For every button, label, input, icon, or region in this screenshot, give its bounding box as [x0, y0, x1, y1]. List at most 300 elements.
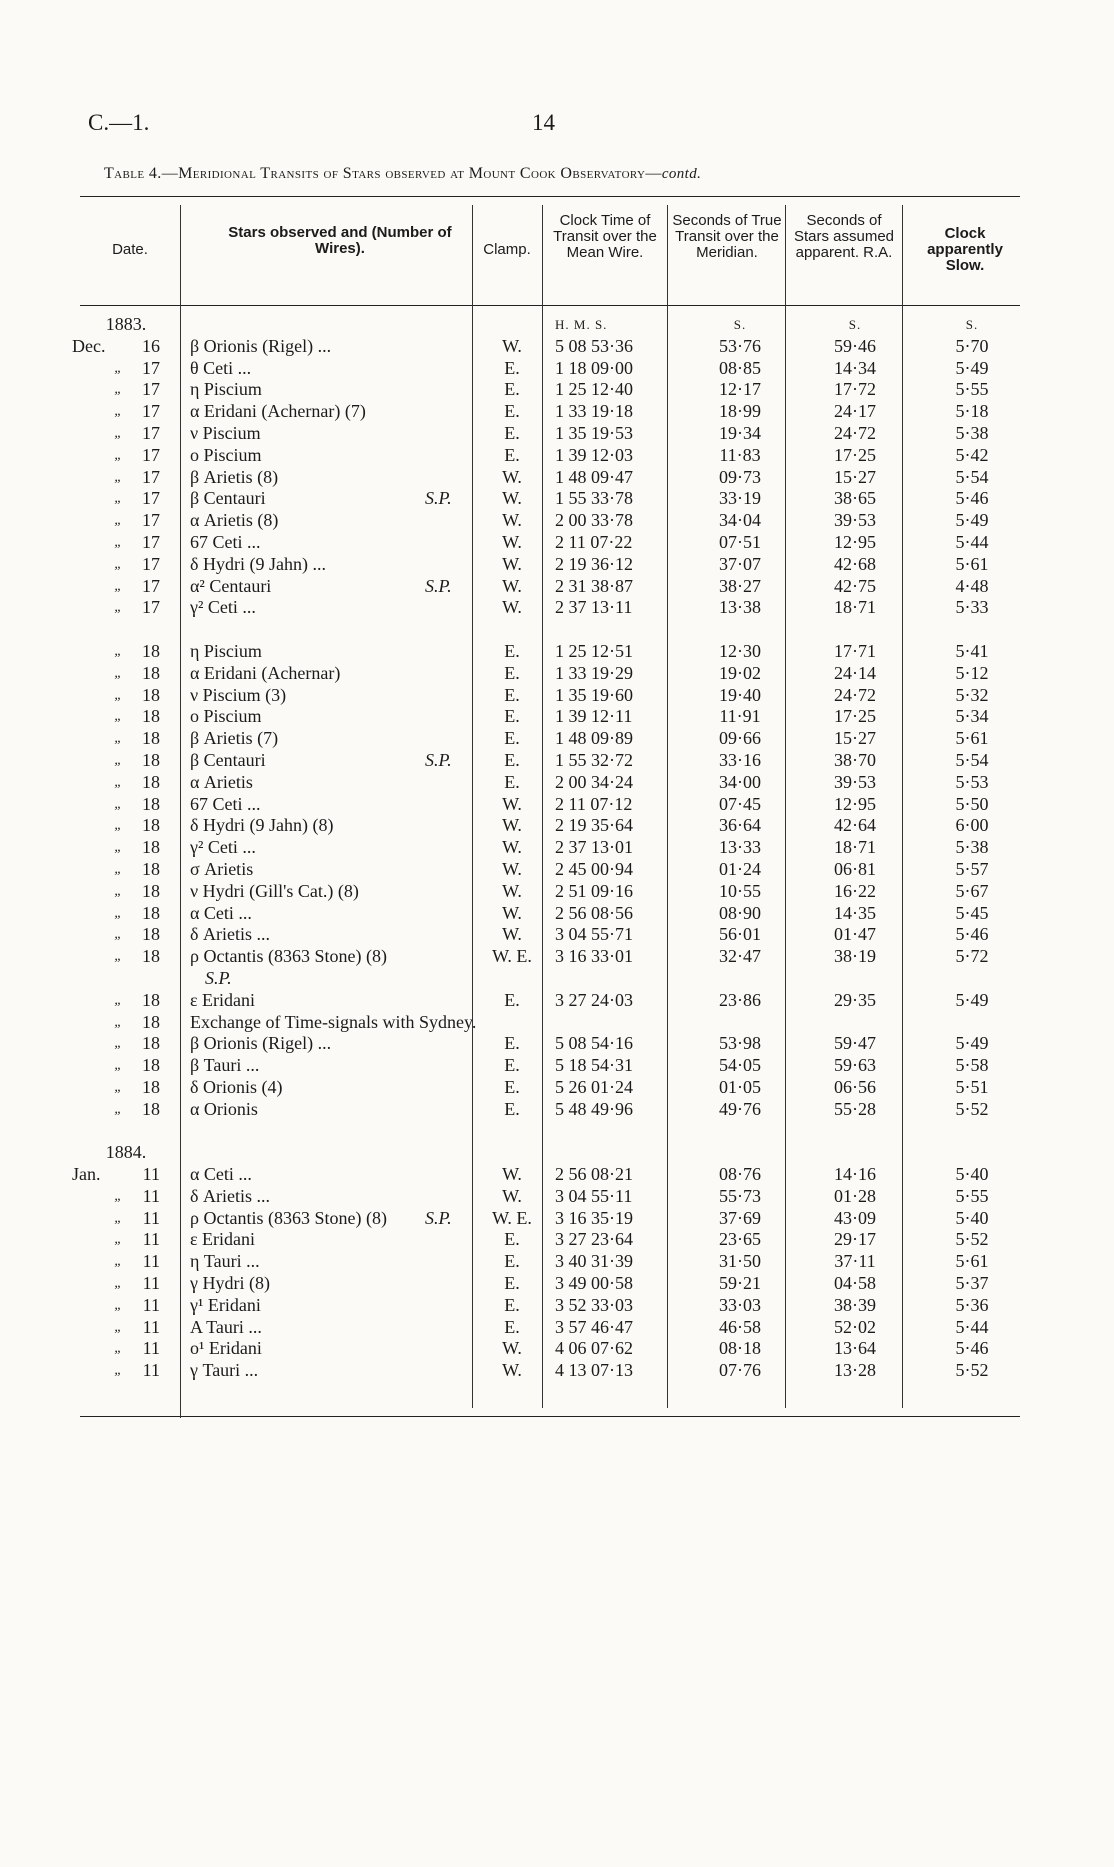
clamp-position: E.	[504, 1251, 520, 1272]
year-row	[0, 1142, 1114, 1164]
clock-slow-value: 5·58	[955, 1055, 989, 1076]
clock-slow-value: 5·61	[955, 728, 989, 749]
assumed-ra-seconds: 59·47	[834, 1033, 876, 1054]
clamp-position: E.	[504, 989, 520, 1010]
date-day: 11	[142, 1164, 160, 1185]
clock-slow-value: 5·61	[955, 1251, 989, 1272]
clock-slow-value: 5·54	[955, 749, 989, 770]
clamp-position: W.	[502, 510, 522, 531]
ditto-mark: „	[114, 1232, 122, 1248]
table-row	[0, 445, 1114, 467]
assumed-ra-seconds: 37·11	[834, 1251, 876, 1272]
true-transit-seconds: 08·76	[719, 1164, 761, 1185]
date-day: 11	[142, 1251, 160, 1272]
true-transit-seconds: 08·90	[719, 902, 761, 923]
ditto-mark: „	[114, 840, 122, 856]
ditto-mark: „	[114, 905, 122, 921]
date-day: 18	[142, 1098, 160, 1119]
date-day: 11	[142, 1207, 160, 1228]
assumed-ra-seconds: 39·53	[834, 771, 876, 792]
row-spacer	[0, 619, 1114, 641]
true-transit-seconds: 12·17	[719, 379, 761, 400]
table-row	[0, 1012, 1114, 1034]
star-name: α Eridani (Achernar)	[190, 662, 341, 683]
ditto-mark: „	[114, 883, 122, 899]
assumed-ra-seconds: 01·47	[834, 924, 876, 945]
star-name: α Orionis	[190, 1098, 258, 1119]
clock-slow-value: 5·52	[955, 1098, 989, 1119]
star-name: δ Arietis ...	[190, 1185, 270, 1206]
true-transit-seconds: 11·83	[719, 444, 761, 465]
assumed-ra-seconds: 42·64	[834, 815, 876, 836]
clock-time: 2 51 09·16	[555, 880, 633, 901]
ditto-mark: „	[114, 643, 122, 659]
clock-time: 1 48 09·89	[555, 728, 633, 749]
star-name: 67 Ceti ...	[190, 793, 261, 814]
ditto-mark: „	[114, 1079, 122, 1095]
date-day: 18	[142, 793, 160, 814]
assumed-ra-seconds: 24·72	[834, 684, 876, 705]
assumed-ra-seconds: 39·53	[834, 510, 876, 531]
assumed-ra-seconds: 06·56	[834, 1076, 876, 1097]
table-row	[0, 554, 1114, 576]
star-name: β Orionis (Rigel) ...	[190, 335, 332, 356]
clock-slow-value: 4·48	[955, 575, 989, 596]
true-transit-seconds: 08·18	[719, 1338, 761, 1359]
clamp-position: E.	[504, 684, 520, 705]
units-row	[0, 314, 1114, 336]
assumed-ra-seconds: 29·35	[834, 989, 876, 1010]
star-name: α Arietis	[190, 771, 253, 792]
star-name: η Piscium	[190, 640, 262, 661]
date-day: 18	[142, 880, 160, 901]
assumed-ra-seconds: 52·02	[834, 1316, 876, 1337]
assumed-ra-seconds: 14·35	[834, 902, 876, 923]
clamp-position: W.	[502, 597, 522, 618]
table-row	[0, 750, 1114, 772]
table-row	[0, 706, 1114, 728]
clock-time: 3 57 46·47	[555, 1316, 633, 1337]
ditto-mark: „	[114, 687, 122, 703]
date-day: 17	[142, 466, 160, 487]
star-name: ο¹ Eridani	[190, 1338, 262, 1359]
assumed-ra-seconds: 18·71	[834, 597, 876, 618]
clock-slow-value: 5·38	[955, 422, 989, 443]
clock-slow-value: 5·37	[955, 1273, 989, 1294]
assumed-ra-seconds: 38·65	[834, 488, 876, 509]
table-row	[0, 358, 1114, 380]
true-transit-seconds: 09·66	[719, 728, 761, 749]
clock-time: 1 18 09·00	[555, 357, 633, 378]
ditto-mark: „	[114, 447, 122, 463]
date-day: 18	[142, 749, 160, 770]
clock-time: 1 33 19·29	[555, 662, 633, 683]
assumed-ra-seconds: 16·22	[834, 880, 876, 901]
year-label: 1884.	[105, 1142, 147, 1163]
date-day: 11	[142, 1338, 160, 1359]
assumed-ra-seconds: 06·81	[834, 858, 876, 879]
assumed-ra-seconds: 13·64	[834, 1338, 876, 1359]
ditto-mark: „	[114, 1341, 122, 1357]
assumed-ra-seconds: 12·95	[834, 531, 876, 552]
star-name: δ Arietis ...	[190, 924, 270, 945]
clamp-position: E.	[504, 662, 520, 683]
star-name: σ Arietis	[190, 858, 254, 879]
clamp-position: W.	[502, 837, 522, 858]
date-day: 18	[142, 684, 160, 705]
ditto-mark: „	[114, 1058, 122, 1074]
clock-slow-value: 5·38	[955, 837, 989, 858]
table-bottom-rule	[80, 1416, 1020, 1417]
true-transit-unit-label: S.	[733, 317, 747, 332]
date-day: 11	[142, 1185, 160, 1206]
date-day: 18	[142, 1011, 160, 1032]
table-row	[0, 467, 1114, 489]
ditto-mark: „	[114, 1297, 122, 1313]
clock-time: 5 48 49·96	[555, 1098, 633, 1119]
assumed-ra-seconds: 59·46	[834, 335, 876, 356]
clock-time: 1 35 19·60	[555, 684, 633, 705]
month-label: Jan.	[72, 1164, 101, 1185]
clock-time: 4 06 07·62	[555, 1338, 633, 1359]
date-day: 18	[142, 989, 160, 1010]
clock-time: 2 11 07·22	[555, 531, 633, 552]
star-name: ν Piscium (3)	[190, 684, 287, 705]
table-row	[0, 924, 1114, 946]
clock-time: 2 56 08·21	[555, 1164, 633, 1185]
table-row	[0, 728, 1114, 750]
table-row	[0, 379, 1114, 401]
page-number: 14	[532, 110, 555, 135]
clock-time: 3 04 55·11	[555, 1185, 633, 1206]
clock-time: 3 49 00·58	[555, 1273, 633, 1294]
table-row	[0, 968, 1114, 990]
clamp-position: W.	[502, 1338, 522, 1359]
true-transit-seconds: 33·19	[719, 488, 761, 509]
ditto-mark: „	[114, 360, 122, 376]
assumed-ra-seconds: 17·72	[834, 379, 876, 400]
table-row	[0, 837, 1114, 859]
date-day: 18	[142, 815, 160, 836]
assumed-ra-seconds: 24·14	[834, 662, 876, 683]
star-name: α Ceti ...	[190, 1164, 252, 1185]
table-row	[0, 1295, 1114, 1317]
ditto-mark: „	[114, 992, 122, 1008]
clock-time: 2 19 35·64	[555, 815, 633, 836]
star-name-continued: S.P.	[205, 967, 232, 988]
true-transit-seconds: 38·27	[719, 575, 761, 596]
table-row	[0, 946, 1114, 968]
table-row	[0, 1186, 1114, 1208]
clamp-position: W.	[502, 1185, 522, 1206]
clock-time: 2 11 07·12	[555, 793, 633, 814]
true-transit-seconds: 32·47	[719, 946, 761, 967]
true-transit-seconds: 19·02	[719, 662, 761, 683]
star-name: ν Piscium	[190, 422, 261, 443]
true-transit-seconds: 46·58	[719, 1316, 761, 1337]
true-transit-seconds: 07·76	[719, 1360, 761, 1381]
clock-slow-value: 5·41	[955, 640, 989, 661]
table-row	[0, 576, 1114, 598]
date-day: 18	[142, 640, 160, 661]
table-row	[0, 903, 1114, 925]
date-day: 17	[142, 575, 160, 596]
table-row	[0, 772, 1114, 794]
clock-time: 5 08 54·16	[555, 1033, 633, 1054]
clamp-position: W.	[502, 335, 522, 356]
date-day: 17	[142, 422, 160, 443]
star-name: ρ Octantis (8363 Stone) (8)	[190, 946, 387, 967]
star-name: η Piscium	[190, 379, 262, 400]
note-exchange-signals: Exchange of Time-signals with Sydney.	[190, 1011, 477, 1032]
clock-time: 3 27 23·64	[555, 1229, 633, 1250]
table-row	[0, 336, 1114, 358]
date-day: 17	[142, 357, 160, 378]
clamp-position: E.	[504, 1273, 520, 1294]
true-transit-seconds: 33·16	[719, 749, 761, 770]
clock-slow-value: 5·36	[955, 1294, 989, 1315]
table-row	[0, 1033, 1114, 1055]
ditto-mark: „	[114, 1188, 122, 1204]
date-day: 11	[142, 1360, 160, 1381]
clamp-position: W.	[502, 902, 522, 923]
table-row	[0, 1164, 1114, 1186]
assumed-ra-seconds: 42·75	[834, 575, 876, 596]
clamp-position: W.	[502, 531, 522, 552]
ditto-mark: „	[114, 774, 122, 790]
clamp-position: E.	[504, 1098, 520, 1119]
assumed-ra-seconds: 01·28	[834, 1185, 876, 1206]
star-name: γ² Ceti ...	[190, 837, 256, 858]
clock-time: 5 08 53·36	[555, 335, 633, 356]
table-row	[0, 1099, 1114, 1121]
header-assumed-ra: Seconds of Stars assumed apparent. R.A.	[793, 212, 895, 261]
star-name: ε Eridani	[190, 989, 256, 1010]
star-name: α Arietis (8)	[190, 510, 279, 531]
table-row	[0, 881, 1114, 903]
clamp-position: W.	[502, 880, 522, 901]
year-label: 1883.	[105, 314, 147, 334]
true-transit-seconds: 13·38	[719, 597, 761, 618]
table-row	[0, 1055, 1114, 1077]
header-clock-time: Clock Time of Transit over the Mean Wire.	[553, 212, 657, 261]
table-row	[0, 423, 1114, 445]
star-name: ο Piscium	[190, 706, 262, 727]
clock-slow-value: 5·33	[955, 597, 989, 618]
ditto-mark: „	[114, 1014, 122, 1030]
clock-time: 2 56 08·56	[555, 902, 633, 923]
table-row	[0, 663, 1114, 685]
date-day: 18	[142, 728, 160, 749]
assumed-ra-seconds: 14·34	[834, 357, 876, 378]
clock-slow-value: 5·44	[955, 1316, 989, 1337]
table-row	[0, 1360, 1114, 1382]
ditto-mark: „	[114, 578, 122, 594]
clock-time: 2 37 13·01	[555, 837, 633, 858]
clock-slow-value: 5·49	[955, 357, 989, 378]
clamp-position: E.	[504, 640, 520, 661]
clamp-position: W.	[502, 793, 522, 814]
assumed-ra-seconds: 38·39	[834, 1294, 876, 1315]
clamp-position: E.	[504, 771, 520, 792]
date-day: 17	[142, 510, 160, 531]
table-row	[0, 794, 1114, 816]
date-day: 18	[142, 1076, 160, 1097]
clamp-position: E.	[504, 1055, 520, 1076]
clock-slow-value: 5·18	[955, 401, 989, 422]
star-name: β Arietis (7)	[190, 728, 279, 749]
date-day: 17	[142, 401, 160, 422]
star-name: β Orionis (Rigel) ...	[190, 1033, 332, 1054]
clock-time: 3 16 35·19	[555, 1207, 633, 1228]
true-transit-seconds: 36·64	[719, 815, 761, 836]
ditto-mark: „	[114, 796, 122, 812]
assumed-ra-seconds: 17·25	[834, 444, 876, 465]
assumed-ra-seconds: 15·27	[834, 728, 876, 749]
star-name: δ Orionis (4)	[190, 1076, 283, 1097]
clock-slow-value: 5·45	[955, 902, 989, 923]
date-day: 18	[142, 946, 160, 967]
date-day: 18	[142, 706, 160, 727]
clock-slow-value: 5·52	[955, 1229, 989, 1250]
header-date: Date.	[112, 241, 148, 258]
clock-time: 2 00 34·24	[555, 771, 633, 792]
date-day: 18	[142, 1033, 160, 1054]
ditto-mark: „	[114, 1101, 122, 1117]
ditto-mark: „	[114, 1319, 122, 1335]
ditto-mark: „	[114, 1210, 122, 1226]
ditto-mark: „	[114, 556, 122, 572]
clamp-position: E.	[504, 1294, 520, 1315]
assumed-ra-seconds: 15·27	[834, 466, 876, 487]
ditto-mark: „	[114, 534, 122, 550]
clock-slow-value: 5·49	[955, 510, 989, 531]
true-transit-seconds: 56·01	[719, 924, 761, 945]
table-title-suffix: contd.	[661, 166, 702, 182]
star-name: δ Hydri (9 Jahn) ...	[190, 553, 326, 574]
star-name: γ Tauri ...	[190, 1360, 259, 1381]
clock-slow-value: 6·00	[955, 815, 989, 836]
clamp-position: W.	[502, 553, 522, 574]
clock-time: 3 40 31·39	[555, 1251, 633, 1272]
clamp-position: E.	[504, 444, 520, 465]
sub-polar-mark: S.P.	[425, 1207, 452, 1228]
clock-slow-value: 5·34	[955, 706, 989, 727]
clamp-position: E.	[504, 749, 520, 770]
ditto-mark: „	[114, 752, 122, 768]
clock-slow-value: 5·55	[955, 1185, 989, 1206]
date-day: 16	[142, 335, 160, 356]
table-row	[0, 641, 1114, 663]
ra-unit-label: S.	[848, 317, 862, 332]
clock-slow-value: 5·40	[955, 1164, 989, 1185]
true-transit-seconds: 01·24	[719, 858, 761, 879]
true-transit-seconds: 33·03	[719, 1294, 761, 1315]
date-day: 17	[142, 488, 160, 509]
clamp-position: W.	[502, 924, 522, 945]
clock-slow-value: 5·12	[955, 662, 989, 683]
assumed-ra-seconds: 38·19	[834, 946, 876, 967]
clamp-position: W. E.	[492, 1207, 532, 1228]
clock-time: 3 16 33·01	[555, 946, 633, 967]
table-row	[0, 1229, 1114, 1251]
date-day: 18	[142, 1055, 160, 1076]
clamp-position: E.	[504, 422, 520, 443]
row-spacer	[0, 1120, 1114, 1142]
clock-slow-value: 5·54	[955, 466, 989, 487]
ditto-mark: „	[114, 665, 122, 681]
clock-slow-value: 5·46	[955, 488, 989, 509]
star-name: δ Hydri (9 Jahn) (8)	[190, 815, 334, 836]
ditto-mark: „	[114, 1276, 122, 1292]
clock-time: 3 27 24·03	[555, 989, 633, 1010]
clock-time: 1 33 19·18	[555, 401, 633, 422]
clock-time: 4 13 07·13	[555, 1360, 633, 1381]
true-transit-seconds: 31·50	[719, 1251, 761, 1272]
star-name: β Centauri	[190, 488, 266, 509]
true-transit-seconds: 12·30	[719, 640, 761, 661]
date-day: 11	[142, 1229, 160, 1250]
clock-slow-value: 5·49	[955, 1033, 989, 1054]
header-clock-slow: Clock apparently Slow.	[927, 225, 1003, 274]
assumed-ra-seconds: 12·95	[834, 793, 876, 814]
date-day: 17	[142, 444, 160, 465]
header-bottom-rule	[80, 305, 1020, 306]
assumed-ra-seconds: 43·09	[834, 1207, 876, 1228]
ditto-mark: „	[114, 949, 122, 965]
clock-slow-value: 5·52	[955, 1360, 989, 1381]
clamp-position: W.	[502, 575, 522, 596]
clock-time: 2 45 00·94	[555, 858, 633, 879]
true-transit-seconds: 37·69	[719, 1207, 761, 1228]
clock-time: 1 35 19·53	[555, 422, 633, 443]
date-day: 17	[142, 597, 160, 618]
clock-time: 1 48 09·47	[555, 466, 633, 487]
clamp-position: E.	[504, 1076, 520, 1097]
table-row	[0, 1251, 1114, 1273]
clamp-position: E.	[504, 728, 520, 749]
sub-polar-mark: S.P.	[425, 488, 452, 509]
assumed-ra-seconds: 42·68	[834, 553, 876, 574]
assumed-ra-seconds: 17·25	[834, 706, 876, 727]
assumed-ra-seconds: 13·28	[834, 1360, 876, 1381]
clamp-position: W.	[502, 488, 522, 509]
clamp-position: E.	[504, 379, 520, 400]
assumed-ra-seconds: 24·17	[834, 401, 876, 422]
star-name: A Tauri ...	[190, 1316, 262, 1337]
assumed-ra-seconds: 55·28	[834, 1098, 876, 1119]
document-reference: C.—1.	[88, 110, 150, 135]
clamp-position: W.	[502, 858, 522, 879]
assumed-ra-seconds: 17·71	[834, 640, 876, 661]
star-name: β Tauri ...	[190, 1055, 260, 1076]
true-transit-seconds: 37·07	[719, 553, 761, 574]
true-transit-seconds: 23·65	[719, 1229, 761, 1250]
star-name: η Tauri ...	[190, 1251, 260, 1272]
month-label: Dec.	[72, 335, 106, 356]
clock-slow-value: 5·70	[955, 335, 989, 356]
assumed-ra-seconds: 59·63	[834, 1055, 876, 1076]
clock-slow-value: 5·49	[955, 989, 989, 1010]
header-clamp: Clamp.	[483, 241, 531, 258]
true-transit-seconds: 07·51	[719, 531, 761, 552]
date-day: 17	[142, 531, 160, 552]
clamp-position: W. E.	[492, 946, 532, 967]
date-day: 18	[142, 771, 160, 792]
true-transit-seconds: 55·73	[719, 1185, 761, 1206]
clock-time: 2 37 13·11	[555, 597, 633, 618]
ditto-mark: „	[114, 382, 122, 398]
